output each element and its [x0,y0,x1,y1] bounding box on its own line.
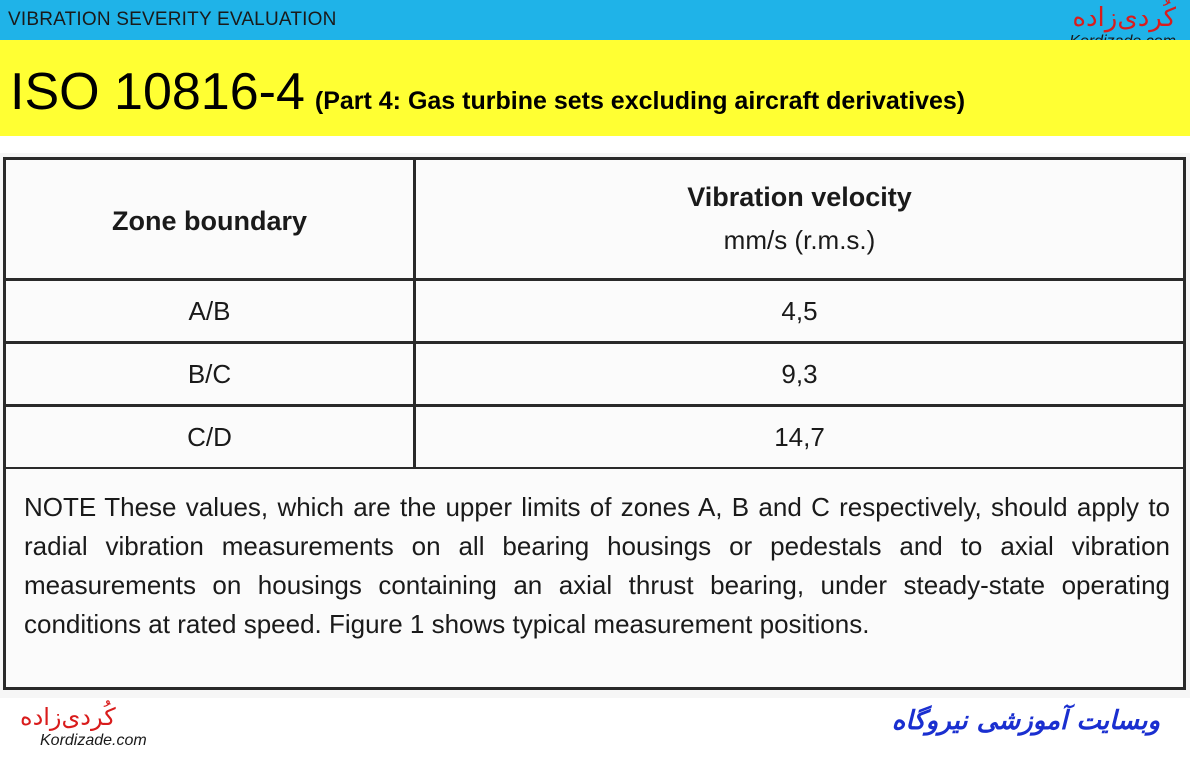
note-keyword: NOTE [24,492,97,522]
logo-persian-text: کُردی‌زاده [1072,3,1176,33]
table-header-row [5,159,1185,280]
header-zone-boundary: Zone boundary [5,159,415,280]
table-row [5,280,1185,343]
logo-latin-text: Kordizade.com [40,732,147,749]
footer-tagline: وبسایت آموزشی نیروگاه [891,706,1160,736]
logo-persian-text: کُردی‌زاده [20,703,116,731]
table-row [5,406,1185,469]
zone-boundary-table [3,157,1186,470]
velocity-cell: 9,3 [415,343,1185,406]
section-label: VIBRATION SEVERITY EVALUATION [8,9,337,30]
standard-number: ISO 10816-4 [10,63,305,121]
zone-cell: B/C [5,343,415,406]
note-paragraph [24,488,1170,644]
table-row [5,343,1185,406]
velocity-cell: 4,5 [415,280,1185,343]
page-subtitle: (Part 4: Gas turbine sets excluding aircraft derivatives) [314,87,966,115]
velocity-cell: 14,7 [415,406,1185,469]
header-velocity-unit: mm/s (r.m.s.) [723,225,876,255]
zone-cell: C/D [5,406,415,469]
header-vibration-velocity [415,159,1185,280]
header-velocity-label: Vibration velocity [687,182,912,212]
kordizade-logo-bottom [20,702,190,754]
note-body: These values, which are the upper limits of zones A, B and C respectively, should apply to radial vibration measurements on all bearing housings or pedestals and to axial vibration measurements on housings containing an axial thrust bearing, under steady-state operating conditions at rated speed. Figure 1 shows typical measurement positions. [24,492,1170,639]
top-bar [0,0,1190,40]
zone-cell: A/B [5,280,415,343]
page-title [10,62,965,131]
